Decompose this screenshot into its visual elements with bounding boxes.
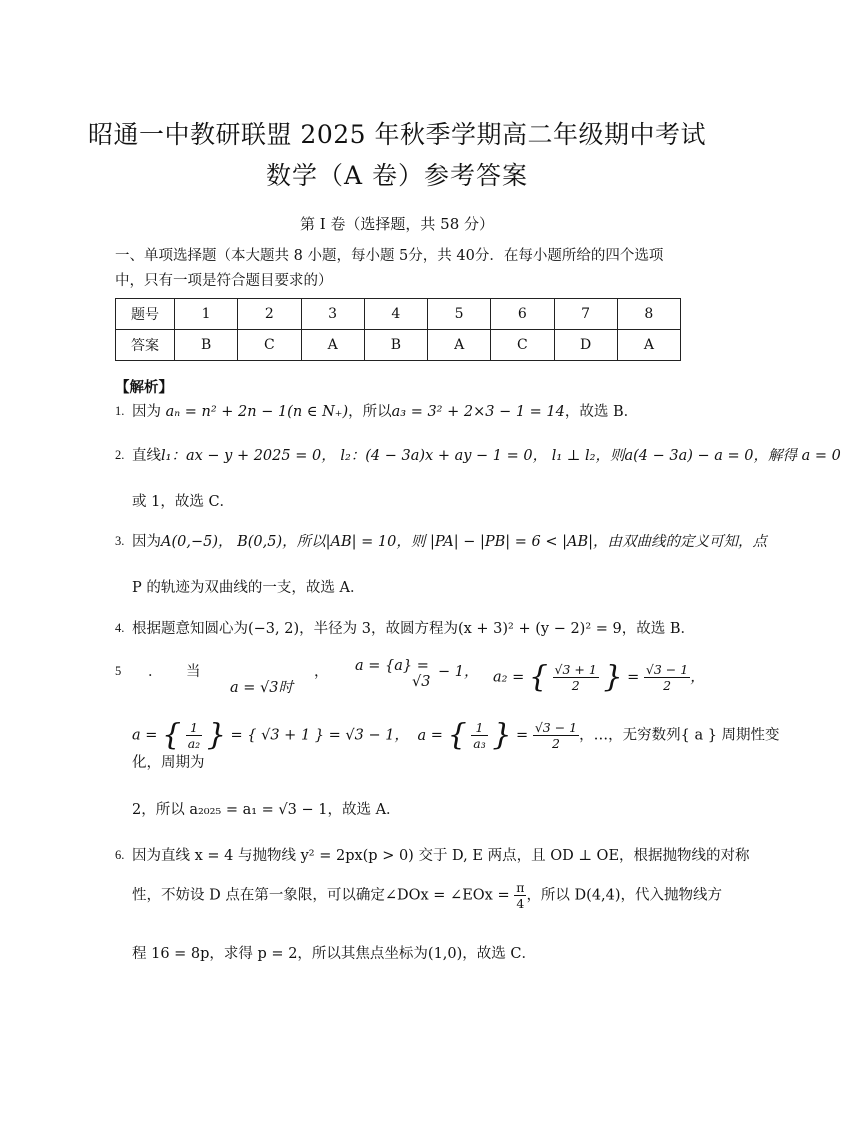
solution-6-line1: 因为直线 x = 4 与抛物线 y² = 2px(p > 0) 交于 D, E 两点，且 OD ⊥ OE，根据抛物线的对称 (132, 848, 750, 864)
table-cell: B (175, 330, 238, 361)
table-row-numbers (116, 299, 681, 330)
table-header-cell: 答案 (116, 330, 175, 361)
document-title: 昭通一中教研联盟 2025 年秋季学期高二年级期中考试 (87, 120, 707, 149)
solution-6-line3: 程 16 = 8p，求得 p = 2，所以其焦点坐标为(1,0)，故选 C． (132, 946, 536, 962)
item-number: 4. (115, 621, 125, 635)
formula-a3: a = { $\frac{1}{\text{a₂}}$ } = { √3 + 1 } = √3 − 1， a = { $\frac{1}{\text{a₃}}$ } = $\frac{√3 - 1}{2}$ ，…，无穷数列{ a } 周期性变化，周期为 (132, 717, 780, 771)
table-cell: D (554, 330, 617, 361)
table-cell: 3 (301, 299, 364, 330)
formula-a2: a₂ = { $\frac{√3 + 1}{2}$ } = $\frac{√3 - 1}{2}$ ， (493, 659, 705, 695)
table-cell: A (428, 330, 491, 361)
answer-table (115, 298, 681, 361)
formula: a₃ = 3² + 2×3 − 1 = 14 (391, 404, 565, 420)
solution-4: 根据题意知圆心为(−3, 2)，半径为 3，故圆方程为(x + 3)² + (y − 2)² = 9，故选 B． (132, 621, 695, 637)
table-cell: C (491, 330, 554, 361)
item-number: 5 (115, 664, 122, 678)
table-cell: 4 (364, 299, 427, 330)
solution-2-line1: 直线l₁：ax − y + 2025 = 0， l₂：(4 − 3a)x + ay − 1 = 0， l₁ ⊥ l₂，则a(4 − 3a) − a = 0，解得 a = 0 (132, 448, 841, 464)
solution-1: 因为 aₙ = n² + 2n − 1(n ∈ N₊)，所以a₃ = 3² + 2×3 − 1 = 14，故选 B． (132, 404, 639, 420)
solution-2-line2: 或 1，故选 C． (132, 494, 235, 510)
solution-3-line2: P 的轨迹为双曲线的一支，故选 A． (132, 580, 365, 596)
item-number: 6. (115, 848, 125, 862)
formula: a = √3时 (230, 680, 293, 696)
section-description: 一、单项选择题（本大题共 8 小题，每小题 5分，共 40分．在每小题所给的四个选项中，只有一项是符合题目要求的） (115, 248, 664, 289)
table-cell: A (301, 330, 364, 361)
table-header-cell: 题号 (116, 299, 175, 330)
table-cell: 7 (554, 299, 617, 330)
table-cell: 5 (428, 299, 491, 330)
table-cell: C (238, 330, 301, 361)
table-cell: 6 (491, 299, 554, 330)
analysis-heading: 【解析】 (115, 379, 173, 396)
formula: aₙ = n² + 2n − 1(n ∈ N₊) (165, 404, 349, 420)
item-number: 2. (115, 448, 125, 462)
solution-3-line1: 因为A(0,−5)， B(0,5)，所以|AB| = 10，则 |PA| − |PB| = 6 < |AB|，由双曲线的定义可知，点 (132, 534, 768, 550)
solution-6-line2: 性，不妨设 D 点在第一象限，可以确定∠DOx = ∠EOx = $\frac{\pi}{4}$ ，所以 D(4,4)，代入抛物线方 (132, 880, 723, 911)
formula-a1: a = {a} = (355, 658, 429, 674)
item-number: 1. (115, 404, 125, 418)
table-cell: A (617, 330, 680, 361)
table-cell: B (364, 330, 427, 361)
document-subtitle: 数学（A 卷）参考答案 (265, 161, 528, 190)
table-row-answers (116, 330, 681, 361)
table-cell: 1 (175, 299, 238, 330)
item-number: 3. (115, 534, 125, 548)
solution-5-line3: 2，所以 a₂₀₂₅ = a₁ = √3 − 1，故选 A． (132, 802, 401, 818)
section-title: 第 I 卷（选择题，共 58 分） (299, 215, 495, 233)
table-cell: 2 (238, 299, 301, 330)
table-cell: 8 (617, 299, 680, 330)
document-page: 昭通一中教研联盟 2025 年秋季学期高二年级期中考试 数学（A 卷）参考答案 第 I 卷（选择题，共 58 分） 一、单项选择题（本大题共 8 小题，每小题 5分，共 40分．在每小题所给的四个选项中，只有一项是符合题目要求的） 题号 1 2 3 4 5 6 7 8 答案 B C A B A C D A 【解析】 1. 因为 aₙ = n² + 2n − 1(n ∈ N₊)，所以a₃ = 3² + 2×3 − 1 = 14，故选 B． 2. 直线l₁：ax − y + 2025 = 0， l₂：(4 − 3a)x + ay − 1 = 0， l₁ ⊥ l₂，则a(4 − 3a) − a = 0，解得 a = 0 或 1，故选 C． 3. 因为A(0,−5)， B(0,5)，所以|AB| = 10，则 |PA| − |PB| = 6 < |AB|，由双曲线的定义可知，点 P 的轨迹为双曲线的一支，故选 A． 4. 根据题意知圆心为(−3, 2)，半径为 3，故圆方程为(x + 3)² + (y − 2)² = 9，故选 B． 5 ． 当 a = √3时 ， a = {a} = √3 − 1， a₂ = { $\frac{√3 + 1}{2}$ } = $\frac{√3 - 1}{2}$ ， a = { $\frac{1}{\text{a₂}}$ } = { √3 + 1 } = √3 − 1， a = { $\frac{1}{\text{a₃}}$ } = $\frac{√3 - 1}{2}$ ，…，无穷数列{ a } 周期性变化，周期为 2，所以 a₂₀₂₅ = a₁ = √3 − 1，故选 A． 6. 因为直线 x = 4 与抛物线 y² = 2px(p > 0) 交于 D, E 两点，且 OD ⊥ OE，根据抛物线的对称 性，不妨设 D 点在第一象限，可以确定∠DOx = ∠EOx = $\frac{\pi}{4}$ ，所以 D(4,4)，代入抛物线方 程 16 = 8p，求得 p = 2，所以其焦点坐标为(1,0)，故选 C． (0, 0, 794, 1123)
